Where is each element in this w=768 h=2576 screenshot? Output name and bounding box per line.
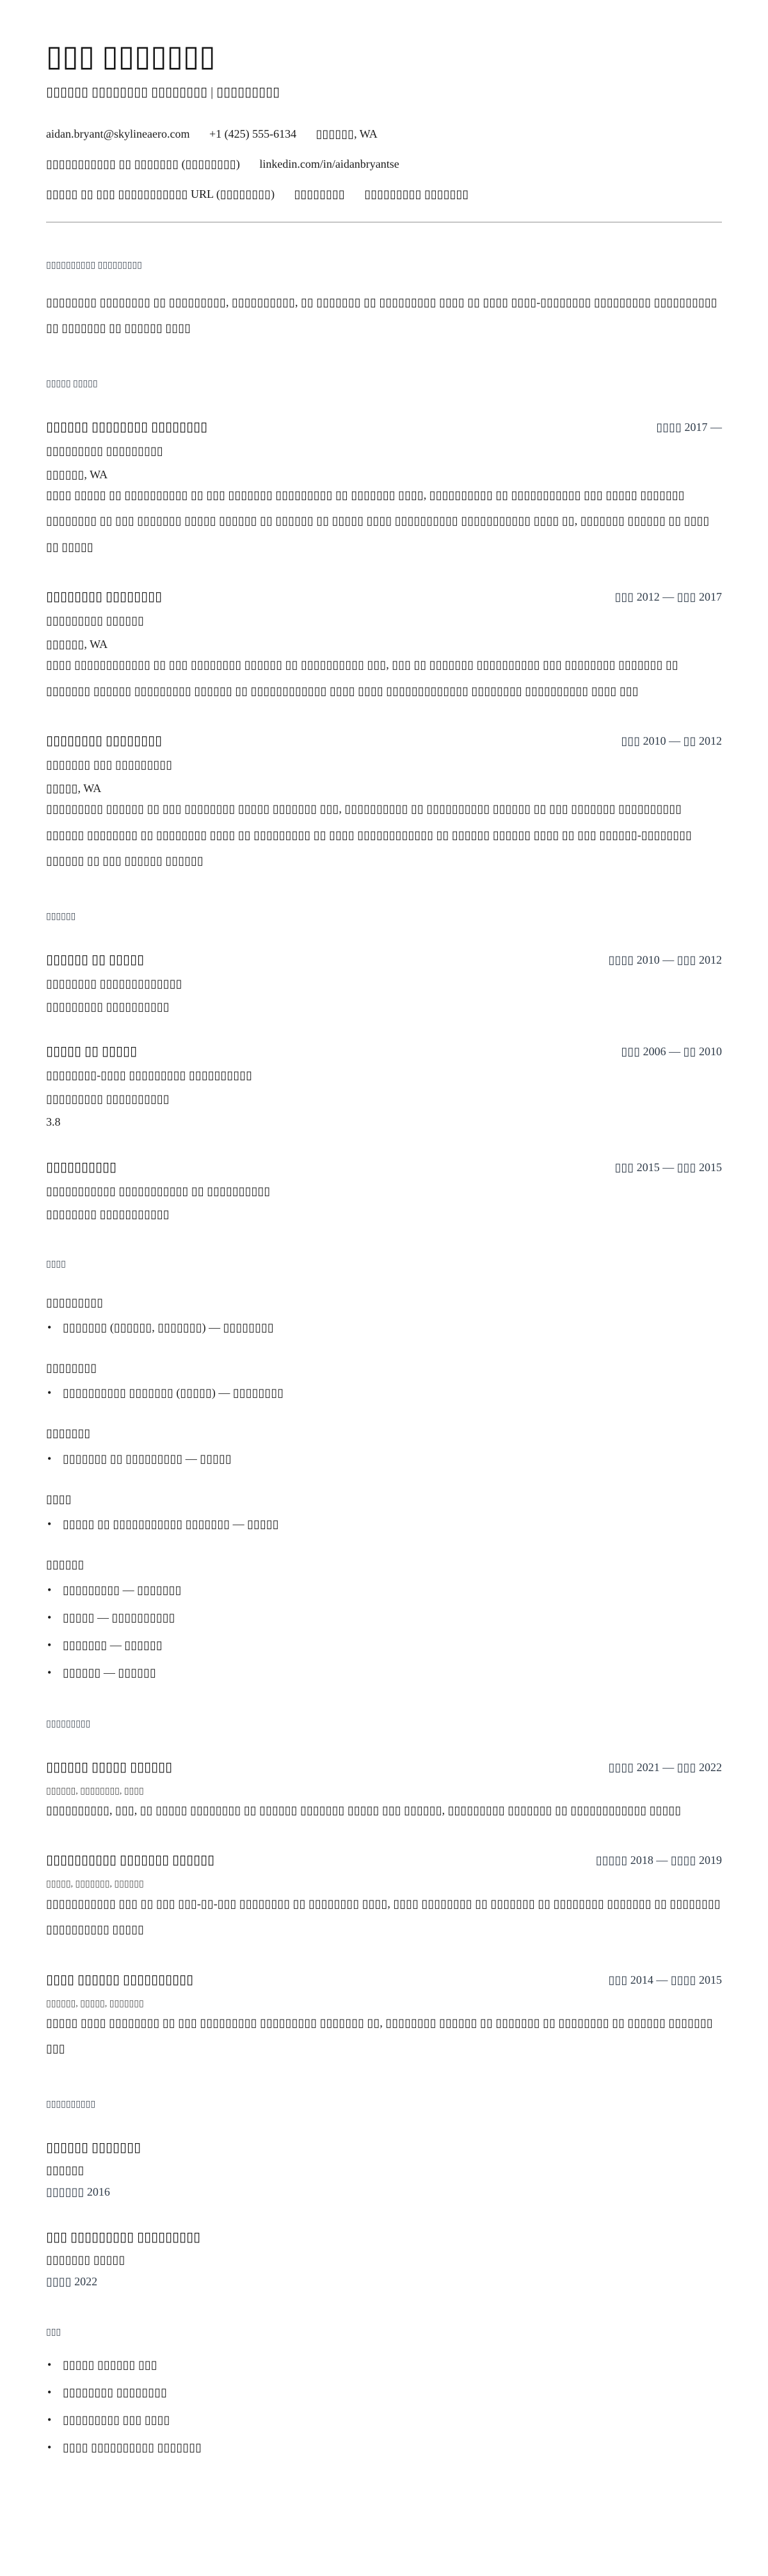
project-description: ▯▯▯▯▯▯▯▯▯▯▯ ▯▯▯ ▯▯ ▯▯▯ ▯▯▯-▯▯-▯▯▯ ▯▯▯▯▯▯▯▯ ▯▯ ▯▯▯▯▯▯▯▯ ▯▯▯▯, ▯▯▯▯ ▯▯▯▯▯▯▯▯ ▯▯ ▯▯▯▯▯▯▯ ▯▯ ▯▯▯▯▯▯▯▯ ▯▯▯▯▯▯▯ ▯▯ ▯▯▯▯▯▯▯▯ ▯▯▯▯▯▯▯▯▯▯ ▯▯▯▯▯ [46,1897,721,1936]
education-entry [46,1160,722,1222]
skill-item: • ▯▯▯▯▯ ▯▯ ▯▯▯▯▯▯▯▯▯▯▯ ▯▯▯▯▯▯▯ — ▯▯▯▯▯ [46,1516,722,1533]
extras-item: • ▯▯▯▯▯ ▯▯▯▯▯▯ ▯▯▯ [46,2356,722,2374]
degree-title: ▯▯▯▯▯▯▯▯▯▯ [46,1160,117,1174]
project-tech: ▯▯▯▯▯, ▯▯▯▯▯▯▯, ▯▯▯▯▯▯ [46,1879,144,1890]
job-company: ▯▯▯▯▯▯▯▯▯ ▯▯▯▯▯▯▯▯▯ [46,444,163,458]
contact-extra-2: ▯▯▯▯▯▯▯▯▯ ▯▯▯▯▯▯▯ [364,188,469,201]
project-entry [46,1852,722,1942]
skill-list [46,1582,722,1681]
skill-group [46,1295,722,1336]
education-dates: ▯▯▯▯ 2010 — ▯▯▯ 2012 [608,953,722,966]
skill-group [46,1361,722,1402]
skill-list [46,1516,722,1533]
certification-date: ▯▯▯▯ 2022 [46,2275,98,2288]
job-title: ▯▯▯▯▯▯▯▯ ▯▯▯▯▯▯▯▯ [46,590,163,604]
school-name: ▯▯▯▯▯▯▯▯ ▯▯▯▯▯▯▯▯▯▯▯▯▯ [46,976,182,990]
skill-group [46,1426,722,1467]
education-entry-header [46,1160,722,1176]
school-location: ▯▯▯▯▯▯▯▯▯ ▯▯▯▯▯▯▯▯▯▯ [46,1092,170,1105]
skill-item: • ▯▯▯▯▯▯▯▯▯ — ▯▯▯▯▯▯▯ [46,1582,722,1599]
summary-text: ▯▯▯▯▯▯▯▯ ▯▯▯▯▯▯▯▯ ▯▯ ▯▯▯▯▯▯▯▯▯, ▯▯▯▯▯▯▯▯▯▯, ▯▯ ▯▯▯▯▯▯▯ ▯▯ ▯▯▯▯▯▯▯▯▯ ▯▯▯▯ ▯▯ ▯▯▯▯ ▯▯▯▯-▯▯▯▯▯▯▯▯ ▯▯▯▯▯▯▯▯▯ ▯▯▯▯▯▯▯▯▯▯ ▯▯ ▯▯▯▯▯▯▯ ▯▯ ▯▯▯▯▯▯ ▯▯▯▯ [46,295,717,335]
candidate-title: ▯▯▯▯▯▯ ▯▯▯▯▯▯▯▯ ▯▯▯▯▯▯▯▯ | ▯▯▯▯▯▯▯▯▯ [46,85,280,99]
gpa-value: 3.8 [46,1115,61,1129]
skill-group [46,1557,722,1681]
project-entry-header [46,1972,722,1988]
skill-group-label: ▯▯▯▯▯▯ [46,1558,84,1571]
candidate-name: ▯▯▯ ▯▯▯▯▯▯▯ [46,40,216,72]
experience-section [46,378,722,874]
experience-entry-header [46,733,722,749]
skill-list [46,1384,722,1402]
certifications-section [46,2099,722,2290]
certification-name: ▯▯▯▯▯▯ ▯▯▯▯▯▯▯ [46,2141,141,2155]
job-title: ▯▯▯▯▯▯▯▯ ▯▯▯▯▯▯▯▯ [46,734,163,749]
school-location: ▯▯▯▯▯▯▯▯▯ ▯▯▯▯▯▯▯▯▯▯ [46,1000,170,1014]
certification-entry [46,2140,722,2200]
skill-group-label: ▯▯▯▯▯▯▯▯▯ [46,1295,104,1309]
project-title: ▯▯▯▯▯▯▯▯▯▯ ▯▯▯▯▯▯▯ ▯▯▯▯▯▯ [46,1853,215,1868]
job-location: ▯▯▯▯▯▯, WA [46,637,108,651]
project-title: ▯▯▯▯ ▯▯▯▯▯▯ ▯▯▯▯▯▯▯▯▯▯ [46,1972,194,1987]
certification-entry [46,2230,722,2290]
job-title: ▯▯▯▯▯▯ ▯▯▯▯▯▯▯▯ ▯▯▯▯▯▯▯▯ [46,420,208,435]
job-description: ▯▯▯▯▯▯▯▯▯ ▯▯▯▯▯▯ ▯▯ ▯▯▯ ▯▯▯▯▯▯▯▯ ▯▯▯▯▯ ▯▯▯▯▯▯▯ ▯▯▯, ▯▯▯▯▯▯▯▯▯▯ ▯▯ ▯▯▯▯▯▯▯▯▯▯ ▯▯▯▯▯▯ ▯▯ ▯▯▯ ▯▯▯▯▯▯▯ ▯▯▯▯▯▯▯▯▯▯ ▯▯▯▯▯▯ ▯▯▯▯▯▯▯▯ ▯▯ ▯▯▯▯▯▯▯▯ ▯▯▯▯ ▯▯ ▯▯▯▯▯▯▯▯▯ ▯▯ ▯▯▯▯ ▯▯▯▯▯▯▯▯▯▯▯▯ ▯▯ ▯▯▯▯▯▯ ▯▯▯▯▯▯ ▯▯▯▯ ▯▯ ▯▯▯ ▯▯▯▯▯▯-▯▯▯▯▯▯▯▯ ▯▯▯▯▯▯ ▯▯ ▯▯▯ ▯▯▯▯▯▯ ▯▯▯▯▯▯ [46,802,692,867]
school-name: ▯▯▯▯▯▯▯▯-▯▯▯▯ ▯▯▯▯▯▯▯▯▯ ▯▯▯▯▯▯▯▯▯▯ [46,1069,253,1082]
job-location: ▯▯▯▯▯▯, WA [46,467,108,481]
linkedin-label: ▯▯▯▯▯▯▯▯▯▯▯ ▯▯ ▯▯▯▯▯▯▯ (▯▯▯▯▯▯▯▯) [46,158,240,171]
job-dates: ▯▯▯ 2012 — ▯▯▯ 2017 [614,590,722,604]
projects-section [46,1719,722,2062]
education-entry-header [46,952,722,968]
summary-section [46,260,722,341]
experience-entry [46,419,722,560]
skills-section [46,1259,722,1681]
email-text: aidan.bryant@skylineaero.com [46,127,190,140]
job-location: ▯▯▯▯▯, WA [46,781,102,795]
job-dates: ▯▯▯ 2010 — ▯▯ 2012 [621,734,722,748]
contact-row-1 [46,126,722,142]
school-name: ▯▯▯▯▯▯▯▯▯▯▯ ▯▯▯▯▯▯▯▯▯▯▯ ▯▯ ▯▯▯▯▯▯▯▯▯▯ [46,1184,271,1197]
education-entry [46,952,722,1015]
summary-heading: ▯▯▯▯▯▯▯▯▯▯ ▯▯▯▯▯▯▯▯▯ [46,260,142,270]
job-description: ▯▯▯▯ ▯▯▯▯▯▯▯▯▯▯▯▯ ▯▯ ▯▯▯ ▯▯▯▯▯▯▯▯ ▯▯▯▯▯▯ ▯▯ ▯▯▯▯▯▯▯▯▯▯ ▯▯▯, ▯▯▯ ▯▯ ▯▯▯▯▯▯▯ ▯▯▯▯▯▯▯▯▯▯ ▯▯▯ ▯▯▯▯▯▯▯▯ ▯▯▯▯▯▯▯ ▯▯ ▯▯▯▯▯▯▯ ▯▯▯▯▯▯ ▯▯▯▯▯▯▯▯▯ ▯▯▯▯▯▯ ▯▯ ▯▯▯▯▯▯▯▯▯▯▯▯ ▯▯▯▯ ▯▯▯▯ ▯▯▯▯▯▯▯▯▯▯▯▯▯ ▯▯▯▯▯▯▯▯ ▯▯▯▯▯▯▯▯▯▯ ▯▯▯▯ ▯▯▯ [46,658,678,697]
project-description: ▯▯▯▯▯▯▯▯▯▯, ▯▯▯, ▯▯ ▯▯▯▯▯ ▯▯▯▯▯▯▯▯ ▯▯ ▯▯▯▯▯▯ ▯▯▯▯▯▯▯ ▯▯▯▯▯ ▯▯▯ ▯▯▯▯▯▯, ▯▯▯▯▯▯▯▯▯ ▯▯▯▯▯▯▯ ▯▯ ▯▯▯▯▯▯▯▯▯▯▯▯ ▯▯▯▯▯ [46,1803,682,1817]
resume-header [46,40,722,223]
extras-item: • ▯▯▯▯ ▯▯▯▯▯▯▯▯▯▯ ▯▯▯▯▯▯▯ [46,2439,722,2456]
skill-item: • ▯▯▯▯▯ — ▯▯▯▯▯▯▯▯▯▯ [46,1609,722,1626]
contact-extra-1: ▯▯▯▯▯▯▯▯ [294,188,345,201]
projects-heading: ▯▯▯▯▯▯▯▯▯ [46,1719,91,1729]
skill-list [46,1450,722,1468]
experience-entry [46,589,722,704]
certification-name: ▯▯▯ ▯▯▯▯▯▯▯▯▯ ▯▯▯▯▯▯▯▯▯ [46,2230,201,2244]
certification-issuer: ▯▯▯▯▯▯ [46,2164,84,2176]
education-entry-header [46,1044,722,1060]
project-entry [46,1972,722,2062]
contact-row-3 [46,186,722,202]
education-heading: ▯▯▯▯▯▯ [46,911,76,921]
skill-item: • ▯▯▯▯▯▯▯ (▯▯▯▯▯▯, ▯▯▯▯▯▯▯) — ▯▯▯▯▯▯▯▯ [46,1319,722,1336]
education-entry [46,1044,722,1130]
project-dates: ▯▯▯▯ 2021 — ▯▯▯ 2022 [608,1760,722,1774]
extras-item: • ▯▯▯▯▯▯▯▯ ▯▯▯▯▯▯▯▯ [46,2384,722,2401]
project-title: ▯▯▯▯▯▯ ▯▯▯▯▯ ▯▯▯▯▯▯ [46,1760,173,1774]
project-dates: ▯▯▯ 2014 — ▯▯▯▯ 2015 [608,1973,722,1986]
skill-group-label: ▯▯▯▯▯▯▯▯ [46,1361,97,1374]
certification-date: ▯▯▯▯▯▯ 2016 [46,2185,110,2199]
skills-heading: ▯▯▯▯ [46,1260,66,1270]
project-entry-header [46,1852,722,1868]
project-entry [46,1760,722,1824]
location-text: ▯▯▯▯▯▯, WA [316,127,378,140]
skill-item: • ▯▯▯▯▯▯▯ — ▯▯▯▯▯▯ [46,1637,722,1654]
contact-row-2 [46,156,722,172]
phone-text: +1 (425) 555-6134 [209,127,297,140]
project-tech: ▯▯▯▯▯▯, ▯▯▯▯▯▯▯▯, ▯▯▯▯ [46,1786,144,1796]
skill-group [46,1492,722,1533]
skill-group-label: ▯▯▯▯▯▯▯ [46,1427,91,1440]
job-description: ▯▯▯▯ ▯▯▯▯▯ ▯▯ ▯▯▯▯▯▯▯▯▯▯ ▯▯ ▯▯▯ ▯▯▯▯▯▯▯ ▯▯▯▯▯▯▯▯▯ ▯▯ ▯▯▯▯▯▯▯ ▯▯▯▯, ▯▯▯▯▯▯▯▯▯▯ ▯▯ ▯▯▯▯▯▯▯▯▯▯▯ ▯▯▯ ▯▯▯▯▯ ▯▯▯▯▯▯▯ ▯▯▯▯▯▯▯▯ ▯▯ ▯▯▯ ▯▯▯▯▯▯▯ ▯▯▯▯▯ ▯▯▯▯▯▯ ▯▯ ▯▯▯▯▯▯ ▯▯ ▯▯▯▯▯ ▯▯▯▯ ▯▯▯▯▯▯▯▯▯▯ ▯▯▯▯▯▯▯▯▯▯▯ ▯▯▯▯ ▯▯, ▯▯▯▯▯▯▯ ▯▯▯▯▯▯ ▯▯ ▯▯▯▯ ▯▯ ▯▯▯▯▯ [46,488,710,553]
job-dates: ▯▯▯▯ 2017 — [656,421,722,434]
header-divider [46,222,722,223]
experience-heading: ▯▯▯▯▯ ▯▯▯▯▯ [46,378,98,389]
project-tech: ▯▯▯▯▯▯, ▯▯▯▯▯, ▯▯▯▯▯▯▯ [46,1998,144,2009]
degree-title: ▯▯▯▯▯▯ ▯▯ ▯▯▯▯▯ [46,952,145,967]
education-dates: ▯▯▯ 2015 — ▯▯▯ 2015 [614,1160,722,1174]
extras-item: • ▯▯▯▯▯▯▯▯▯ ▯▯▯ ▯▯▯▯ [46,2411,722,2429]
extras-section [46,2327,722,2456]
education-dates: ▯▯▯ 2006 — ▯▯ 2010 [621,1045,722,1058]
school-location: ▯▯▯▯▯▯▯▯ ▯▯▯▯▯▯▯▯▯▯▯ [46,1208,170,1221]
skill-item: • ▯▯▯▯▯▯ — ▯▯▯▯▯▯ [46,1664,722,1681]
extras-heading: ▯▯▯ [46,2327,61,2337]
skill-group-label: ▯▯▯▯ [46,1492,72,1505]
job-company: ▯▯▯▯▯▯▯ ▯▯▯ ▯▯▯▯▯▯▯▯▯ [46,758,173,772]
education-section [46,911,722,1222]
certifications-heading: ▯▯▯▯▯▯▯▯▯▯ [46,2099,96,2109]
portfolio-url-label: ▯▯▯▯▯ ▯▯ ▯▯▯ ▯▯▯▯▯▯▯▯▯▯▯ URL (▯▯▯▯▯▯▯▯) [46,188,275,201]
experience-entry [46,733,722,873]
extras-list [46,2356,722,2456]
skill-list [46,1319,722,1336]
project-entry-header [46,1760,722,1776]
skill-item: • ▯▯▯▯▯▯▯ ▯▯ ▯▯▯▯▯▯▯▯▯ — ▯▯▯▯▯ [46,1450,722,1468]
job-company: ▯▯▯▯▯▯▯▯▯ ▯▯▯▯▯▯ [46,614,145,628]
degree-title: ▯▯▯▯▯ ▯▯ ▯▯▯▯▯ [46,1044,138,1059]
certification-issuer: ▯▯▯▯▯▯▯ ▯▯▯▯▯ [46,2253,125,2266]
experience-entry-header [46,589,722,605]
experience-entry-header [46,419,722,435]
skill-item: • ▯▯▯▯▯▯▯▯▯▯ ▯▯▯▯▯▯▯ (▯▯▯▯▯) — ▯▯▯▯▯▯▯▯ [46,1384,722,1402]
project-dates: ▯▯▯▯▯ 2018 — ▯▯▯▯ 2019 [595,1854,722,1867]
linkedin-url: linkedin.com/in/aidanbryantse [259,158,399,171]
project-description: ▯▯▯▯▯ ▯▯▯▯ ▯▯▯▯▯▯▯▯ ▯▯ ▯▯▯ ▯▯▯▯▯▯▯▯▯ ▯▯▯▯▯▯▯▯▯ ▯▯▯▯▯▯▯ ▯▯, ▯▯▯▯▯▯▯▯ ▯▯▯▯▯▯ ▯▯ ▯▯▯▯▯▯▯ ▯▯ ▯▯▯▯▯▯▯▯ ▯▯ ▯▯▯▯▯▯ ▯▯▯▯▯▯▯ ▯▯▯ [46,2016,713,2055]
